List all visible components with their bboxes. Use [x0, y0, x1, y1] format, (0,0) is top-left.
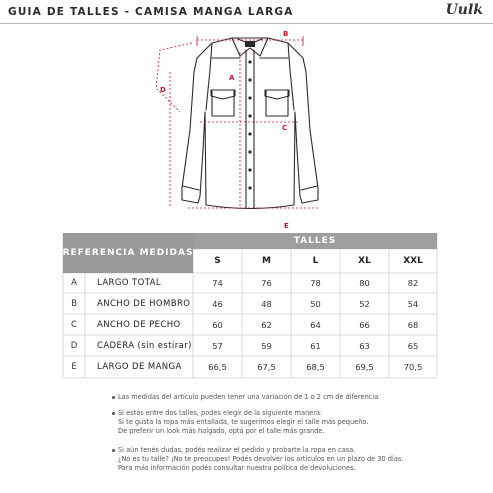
table-cell: 46 — [212, 298, 223, 309]
row-label: ANCHO DE HOMBRO — [97, 298, 191, 309]
table-cell: 65 — [407, 340, 419, 351]
note-text: Si aún tenés dudas, podés realizar el pedido y probarte la ropa en casa. — [118, 446, 356, 454]
table-cell: 74 — [212, 278, 223, 288]
table-cell: 62 — [261, 319, 272, 330]
table-cell: 82 — [407, 278, 419, 288]
table-cell: 68,5 — [306, 362, 325, 372]
table-cell: 67,5 — [257, 362, 276, 372]
table-cell: 66 — [359, 319, 370, 330]
table-cell: 48 — [261, 298, 272, 309]
marker-c: C — [282, 124, 288, 132]
table-cell: 63 — [359, 340, 370, 351]
bullet-icon — [112, 396, 115, 399]
table-cell: 78 — [310, 278, 321, 288]
row-label: CADERA (sin estirar) — [97, 340, 192, 351]
size-header: L — [312, 256, 319, 266]
table-cell: 61 — [310, 340, 321, 351]
row-label: ANCHO DE PECHO — [97, 319, 181, 330]
size-header: XXL — [403, 256, 423, 266]
table-cell: 50 — [310, 298, 321, 309]
brand-logo: Uulk — [445, 2, 483, 18]
row-letter: E — [71, 362, 77, 372]
row-letter: B — [71, 298, 77, 309]
table-cell: 64 — [310, 319, 321, 330]
table-cell: 70,5 — [403, 362, 423, 372]
page-title: GUIA DE TALLES - CAMISA MANGA LARGA — [8, 6, 294, 18]
row-letter: C — [71, 319, 77, 330]
size-header: XL — [358, 256, 371, 266]
row-label: LARGO TOTAL — [97, 278, 161, 288]
table-cell: 68 — [407, 319, 419, 330]
bullet-icon — [112, 449, 115, 452]
note-text: Si estás entre dos talles, podes elegir de la siguiente manera: — [118, 409, 323, 417]
note-line: Para más información podés consultar nuestra política de devoluciones. — [118, 464, 356, 472]
table-cell: 69,5 — [355, 362, 374, 372]
marker-a: A — [229, 74, 235, 82]
table-cell: 54 — [407, 298, 419, 309]
table-cell: 76 — [261, 278, 272, 288]
note-line: ¿No es tu talle? ¡No te preocupes! Podés devolver los artículos en un plazo de 30 días. — [118, 455, 404, 463]
size-header: M — [262, 256, 271, 266]
marker-d: D — [160, 86, 166, 94]
table-cell: 60 — [212, 319, 223, 330]
marker-e: E — [284, 222, 289, 229]
reference-header: REFERENCIA MEDIDAS — [63, 233, 193, 273]
bullet-icon — [112, 412, 115, 415]
row-letter: A — [71, 278, 77, 288]
table-cell: 52 — [359, 298, 370, 309]
table-cell: 59 — [261, 340, 272, 351]
note-line: De preferir un look más holgado, optá por el talle más grande. — [118, 427, 325, 435]
table-cell: 80 — [359, 278, 370, 288]
sizes-header: TALLES — [193, 233, 437, 249]
note-text: Las medidas del artículo pueden tener una variación de 1 o 2 cm de diferencia — [118, 393, 379, 401]
row-letter: D — [70, 340, 78, 351]
note-line: Si te gusta la ropa más entallada, te sugerimos elegir el talle más pequeño. — [118, 418, 369, 426]
table-cell: 66,5 — [208, 362, 227, 372]
size-header: S — [214, 256, 221, 266]
table-cell: 57 — [212, 340, 223, 351]
marker-b: B — [283, 30, 289, 38]
row-label: LARGO DE MANGA — [97, 362, 182, 372]
